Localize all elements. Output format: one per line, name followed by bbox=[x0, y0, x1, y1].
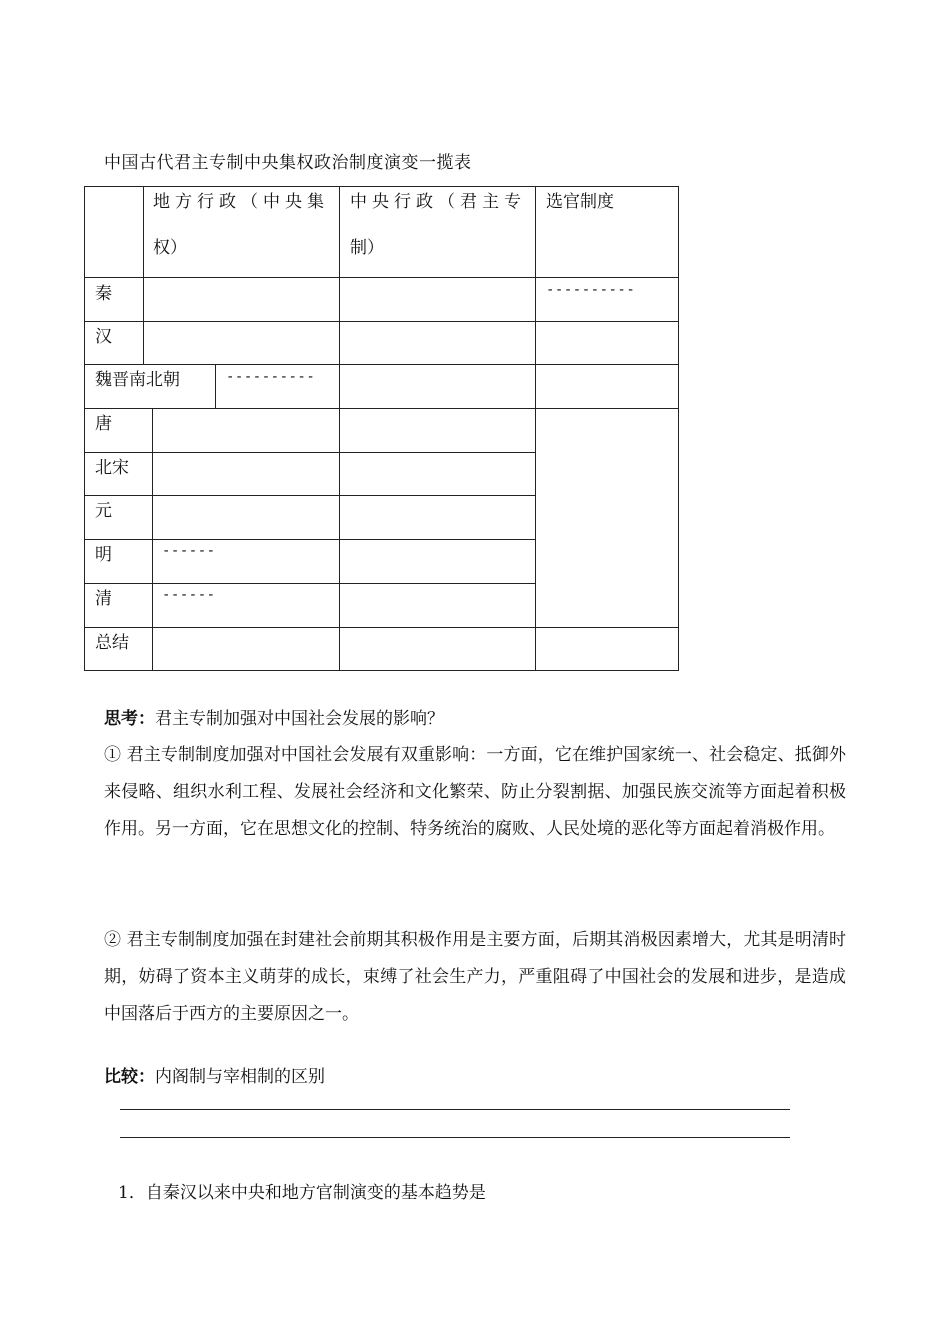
row-label-han: 汉 bbox=[95, 327, 112, 347]
header-local-line1: 地方行政（中央集 bbox=[153, 192, 329, 212]
dash-wjnb-local: ---------- bbox=[226, 369, 316, 385]
table-title: 中国古代君主专制中央集权政治制度演变一揽表 bbox=[104, 153, 472, 173]
row-label-yuan: 元 bbox=[95, 501, 112, 521]
think-heading bbox=[104, 704, 444, 729]
row-label-wjnb: 魏晋南北朝 bbox=[95, 370, 180, 390]
question-1: 1．自秦汉以来中央和地方官制演变的基本趋势是 bbox=[118, 1183, 486, 1203]
header-local-line2: 权） bbox=[153, 238, 187, 258]
dash-qin-selection: ---------- bbox=[546, 282, 636, 298]
compare-heading bbox=[104, 1062, 325, 1087]
table-line bbox=[84, 364, 679, 365]
think-paragraph-2: ② 君主专制制度加强在封建社会前期其积极作用是主要方面，后期其消极因素增大，尤其是明清时期，妨碍了资本主义萌芽的成长，束缚了社会生产力，严重阻碍了中国社会的发展和进步，是造成中国落后于西方的主要原因之一。 bbox=[104, 930, 846, 1024]
row-label-ming: 明 bbox=[95, 545, 112, 565]
dash-ming-local: ------ bbox=[162, 543, 216, 559]
table-line bbox=[84, 186, 679, 187]
table-line bbox=[84, 321, 679, 322]
row-label-qing: 清 bbox=[95, 589, 112, 609]
row-label-tang: 唐 bbox=[95, 414, 112, 434]
think-paragraph-1: ① 君主专制制度加强对中国社会发展有双重影响：一方面，它在维护国家统一、社会稳定、抵御外来侵略、组织水利工程、发展社会经济和文化繁荣、防止分裂割据、加强民族交流等方面起着积极作用。另一方面，它在思想文化的控制、特务统治的腐败、人民处境的恶化等方面起着消极作用。 bbox=[104, 745, 846, 839]
table-line bbox=[84, 627, 679, 628]
header-central-line1: 中央行政（君主专 bbox=[350, 192, 526, 212]
table-line bbox=[535, 186, 536, 671]
header-central-line2: 制） bbox=[350, 238, 384, 258]
row-label-zongjie: 总结 bbox=[95, 633, 129, 653]
table-line bbox=[678, 186, 679, 671]
compare-label: 比较： bbox=[104, 1067, 155, 1087]
table-line bbox=[84, 408, 679, 409]
table-line bbox=[215, 364, 216, 409]
table-line bbox=[152, 408, 153, 671]
row-label-qin: 秦 bbox=[95, 284, 112, 304]
table-line bbox=[339, 186, 340, 671]
table-line bbox=[84, 277, 679, 278]
think-question: 君主专制加强对中国社会发展的影响？ bbox=[155, 709, 444, 729]
answer-line bbox=[120, 1109, 790, 1110]
table-line bbox=[84, 186, 85, 671]
header-selection: 选官制度 bbox=[546, 192, 614, 212]
compare-text: 内阁制与宰相制的区别 bbox=[155, 1067, 325, 1087]
answer-line bbox=[120, 1137, 790, 1138]
table-line bbox=[84, 670, 679, 671]
row-label-beisong: 北宋 bbox=[95, 458, 129, 478]
dash-qing-local: ------ bbox=[162, 587, 216, 603]
table-line bbox=[143, 186, 144, 365]
think-label: 思考： bbox=[104, 709, 155, 729]
